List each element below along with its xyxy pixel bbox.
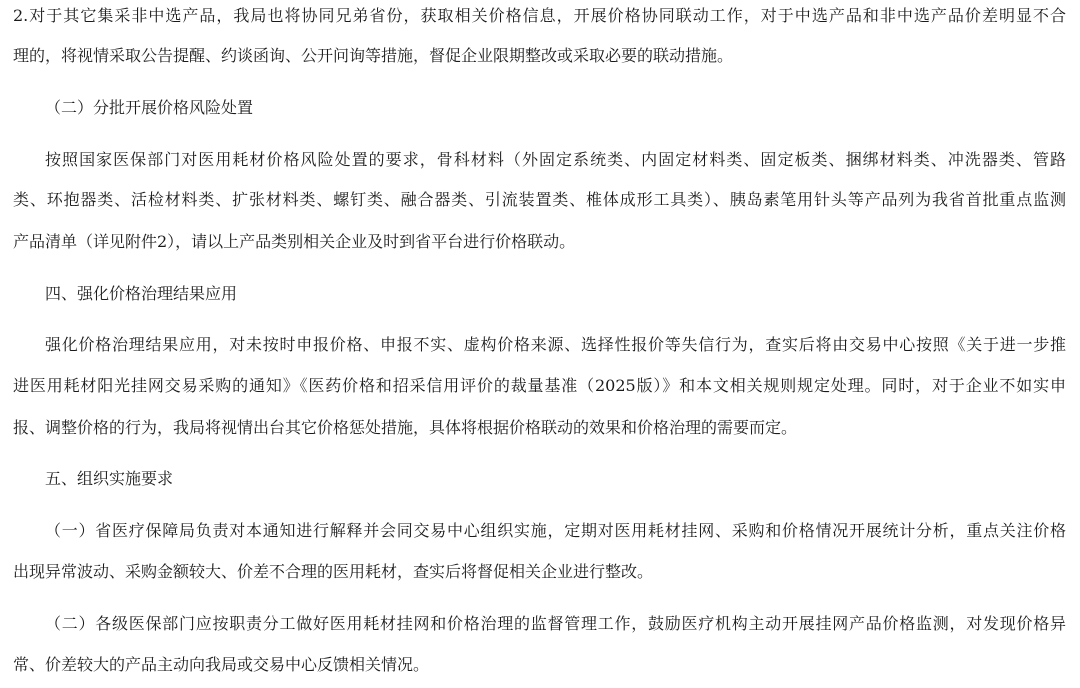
section-heading-risk-disposal: （二）分批开展价格风险处置 <box>45 98 254 117</box>
text-line: 产品清单（详见附件2），请以上产品类别相关企业及时到省平台进行价格联动。 <box>13 232 576 251</box>
text-line: 强化价格治理结果应用，对未按时申报价格、申报不实、虚构价格来源、选择性报价等失信行为，查实后将由交易中心按照《关于进一步推 <box>45 335 1066 354</box>
section-heading-price-governance: 四、强化价格治理结果应用 <box>45 284 238 303</box>
text-line: 报、调整价格的行为，我局将视情出台其它价格惩处措施，具体将根据价格联动的效果和价格治理的需要而定。 <box>13 418 798 437</box>
section-heading-implementation: 五、组织实施要求 <box>45 469 174 488</box>
text-line: （一）省医疗保障局负责对本通知进行解释并会同交易中心组织实施，定期对医用耗材挂网、采购和价格情况开展统计分析，重点关注价格 <box>45 521 1066 540</box>
text-line: 理的，将视情采取公告提醒、约谈函询、公开问询等措施，督促企业限期整改或采取必要的联动措施。 <box>13 46 734 65</box>
text-line: 常、价差较大的产品主动向我局或交易中心反馈相关情况。 <box>13 655 430 674</box>
text-line: （二）各级医保部门应按职责分工做好医用耗材挂网和价格治理的监督管理工作，鼓励医疗机构主动开展挂网产品价格监测，对发现价格异 <box>45 614 1066 633</box>
text-line: 类、环抱器类、活检材料类、扩张材料类、螺钉类、融合器类、引流装置类、椎体成形工具类）、胰岛素笔用针头等产品列为我省首批重点监测 <box>13 190 1066 209</box>
text-line: 2.对于其它集采非中选产品，我局也将协同兄弟省份，获取相关价格信息，开展价格协同联动工作，对于中选产品和非中选产品价差明显不合 <box>13 6 1066 25</box>
text-line: 出现异常波动、采购金额较大、价差不合理的医用耗材，查实后将督促相关企业进行整改。 <box>13 562 654 581</box>
text-line: 按照国家医保部门对医用耗材价格风险处置的要求，骨科材料（外固定系统类、内固定材料类、固定板类、捆绑材料类、冲洗器类、管路 <box>45 150 1066 169</box>
text-line: 进医用耗材阳光挂网交易采购的通知》《医药价格和招采信用评价的裁量基准（2025版）》和本文相关规则规定处理。同时，对于企业不如实申 <box>13 376 1066 395</box>
